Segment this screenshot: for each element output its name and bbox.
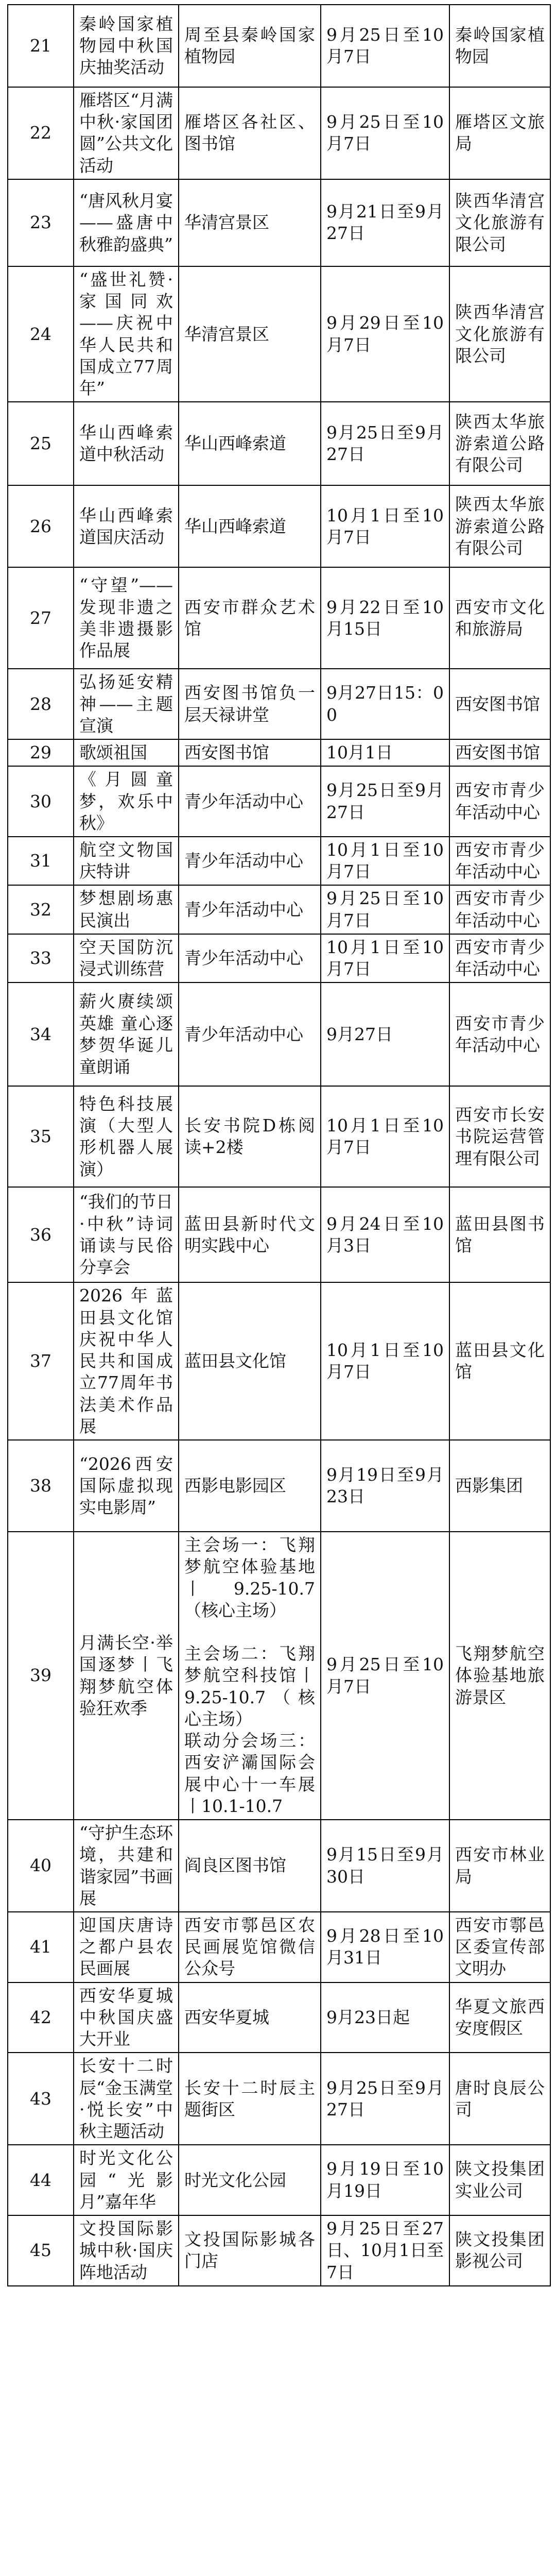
row-number-cell: 39 xyxy=(8,1532,74,1820)
organizer-cell: 蓝田县文化馆 xyxy=(449,1282,550,1440)
table-row xyxy=(8,934,550,982)
event-name-cell: 华山西峰索道国庆活动 xyxy=(74,485,179,567)
organizer-cell: 西影集团 xyxy=(449,1440,550,1532)
event-name-cell: “盛世礼赞·家国同欢——庆祝中华人民共和国成立77周年” xyxy=(74,266,179,402)
event-time-cell: 10月1日至10月7日 xyxy=(321,934,449,982)
row-number-cell: 40 xyxy=(8,1820,74,1912)
row-number-cell: 25 xyxy=(8,402,74,485)
venue-cell: 西影电影园区 xyxy=(179,1440,321,1532)
venue-cell: 青少年活动中心 xyxy=(179,982,321,1086)
event-time-cell: 10月1日至10月7日 xyxy=(321,837,449,885)
event-name-cell: “唐风秋月宴——盛唐中秋雅韵盛典” xyxy=(74,179,179,266)
table-row xyxy=(8,982,550,1086)
event-time-cell: 9月27日 xyxy=(321,982,449,1086)
row-number-cell: 34 xyxy=(8,982,74,1086)
organizer-cell: 西安市青少年活动中心 xyxy=(449,885,550,934)
event-time-cell: 9月19日至9月23日 xyxy=(321,1440,449,1532)
event-time-cell: 9月25日至27日、10月1日至7日 xyxy=(321,2215,449,2286)
row-number-cell: 32 xyxy=(8,885,74,934)
table-row xyxy=(8,2215,550,2286)
venue-cell: 青少年活动中心 xyxy=(179,934,321,982)
organizer-cell: 华夏文旅西安度假区 xyxy=(449,1982,550,2053)
organizer-cell: 陕西太华旅游索道公路有限公司 xyxy=(449,485,550,567)
event-time-cell: 10月1日 xyxy=(321,739,449,766)
venue-cell: 华山西峰索道 xyxy=(179,402,321,485)
event-name-cell: 弘扬延安精神——主题宣演 xyxy=(74,669,179,739)
event-time-cell: 10月1日至10月7日 xyxy=(321,1282,449,1440)
event-name-cell: 歌颂祖国 xyxy=(74,739,179,766)
event-schedule-table xyxy=(7,4,551,2286)
event-name-cell: 雁塔区“月满中秋·家国团圆”公共文化活动 xyxy=(74,87,179,179)
event-time-cell: 9月27日15：00 xyxy=(321,669,449,739)
organizer-cell: 陕西华清宫文化旅游有限公司 xyxy=(449,266,550,402)
organizer-cell: 西安市青少年活动中心 xyxy=(449,766,550,837)
event-name-cell: 梦想剧场惠民演出 xyxy=(74,885,179,934)
event-time-cell: 9月25日至9月27日 xyxy=(321,766,449,837)
row-number-cell: 24 xyxy=(8,266,74,402)
row-number-cell: 33 xyxy=(8,934,74,982)
event-name-cell: 时光文化公园“光影月”嘉年华 xyxy=(74,2145,179,2215)
event-name-cell: 长安十二时辰“金玉满堂·悦长安”中秋主题活动 xyxy=(74,2053,179,2145)
row-number-cell: 23 xyxy=(8,179,74,266)
venue-cell: 西安华夏城 xyxy=(179,1982,321,2053)
table-row xyxy=(8,885,550,934)
organizer-cell: 西安市鄠邑区委宣传部文明办 xyxy=(449,1912,550,1982)
event-time-cell: 10月1日至10月7日 xyxy=(321,1086,449,1187)
table-row xyxy=(8,402,550,485)
table-row xyxy=(8,266,550,402)
venue-cell: 周至县秦岭国家植物园 xyxy=(179,5,321,87)
event-time-cell: 9月25日至10月7日 xyxy=(321,885,449,934)
event-time-cell: 9月28日至10月31日 xyxy=(321,1912,449,1982)
venue-cell: 时光文化公园 xyxy=(179,2145,321,2215)
venue-cell: 主会场一：飞翔梦航空体验基地丨9.25-10.7（核心主场） 主会场二：飞翔梦航空科技馆丨9.25-10.7（核心主场） 联动分会场三：西安浐灞国际会展中心十一车展丨10.1-10.7 xyxy=(179,1532,321,1820)
row-number-cell: 31 xyxy=(8,837,74,885)
event-time-cell: 9月29日至10月7日 xyxy=(321,266,449,402)
venue-cell: 华清宫景区 xyxy=(179,179,321,266)
table-row xyxy=(8,1982,550,2053)
event-name-cell: 月满长空·举国逐梦丨飞翔梦航空体验狂欢季 xyxy=(74,1532,179,1820)
event-time-cell: 9月22日至10月15日 xyxy=(321,567,449,669)
organizer-cell: 陕西华清宫文化旅游有限公司 xyxy=(449,179,550,266)
table-row xyxy=(8,766,550,837)
row-number-cell: 37 xyxy=(8,1282,74,1440)
row-number-cell: 21 xyxy=(8,5,74,87)
venue-cell: 雁塔区各社区、图书馆 xyxy=(179,87,321,179)
venue-cell: 西安图书馆 xyxy=(179,739,321,766)
organizer-cell: 蓝田县图书馆 xyxy=(449,1187,550,1282)
venue-cell: 西安市鄠邑区农民画展览馆微信公众号 xyxy=(179,1912,321,1982)
table-row xyxy=(8,1282,550,1440)
event-time-cell: 9月15日至9月30日 xyxy=(321,1820,449,1912)
row-number-cell: 27 xyxy=(8,567,74,669)
organizer-cell: 陕文投集团实业公司 xyxy=(449,2145,550,2215)
event-name-cell: “我们的节日·中秋”诗词诵读与民俗分享会 xyxy=(74,1187,179,1282)
organizer-cell: 陕西太华旅游索道公路有限公司 xyxy=(449,402,550,485)
organizer-cell: 西安市文化和旅游局 xyxy=(449,567,550,669)
event-name-cell: “2026西安国际虚拟现实电影周” xyxy=(74,1440,179,1532)
table-body xyxy=(8,5,550,2286)
venue-cell: 文投国际影城各门店 xyxy=(179,2215,321,2286)
venue-cell: 青少年活动中心 xyxy=(179,885,321,934)
organizer-cell: 飞翔梦航空体验基地旅游景区 xyxy=(449,1532,550,1820)
event-name-cell: 《月圆童梦，欢乐中秋》 xyxy=(74,766,179,837)
table-row xyxy=(8,669,550,739)
venue-cell: 西安图书馆负一层天禄讲堂 xyxy=(179,669,321,739)
event-time-cell: 9月24日至10月3日 xyxy=(321,1187,449,1282)
row-number-cell: 22 xyxy=(8,87,74,179)
event-time-cell: 9月25日至10月7日 xyxy=(321,1532,449,1820)
row-number-cell: 30 xyxy=(8,766,74,837)
row-number-cell: 35 xyxy=(8,1086,74,1187)
table-row xyxy=(8,2145,550,2215)
row-number-cell: 28 xyxy=(8,669,74,739)
table-row xyxy=(8,837,550,885)
venue-cell: 华清宫景区 xyxy=(179,266,321,402)
row-number-cell: 38 xyxy=(8,1440,74,1532)
table-row xyxy=(8,1440,550,1532)
organizer-cell: 西安图书馆 xyxy=(449,739,550,766)
event-name-cell: “守护生态环境，共建和谐家园”书画展 xyxy=(74,1820,179,1912)
event-name-cell: 华山西峰索道中秋活动 xyxy=(74,402,179,485)
venue-cell: 长安书院D栋阅读+2楼 xyxy=(179,1086,321,1187)
organizer-cell: 西安市青少年活动中心 xyxy=(449,934,550,982)
organizer-cell: 西安图书馆 xyxy=(449,669,550,739)
event-name-cell: 薪火赓续颂英雄 童心逐梦贺华诞儿童朗诵 xyxy=(74,982,179,1086)
table-row xyxy=(8,1187,550,1282)
venue-cell: 蓝田县新时代文明实践中心 xyxy=(179,1187,321,1282)
table-row xyxy=(8,179,550,266)
venue-cell: 西安市群众艺术馆 xyxy=(179,567,321,669)
row-number-cell: 36 xyxy=(8,1187,74,1282)
table-row xyxy=(8,739,550,766)
row-number-cell: 29 xyxy=(8,739,74,766)
organizer-cell: 西安市青少年活动中心 xyxy=(449,982,550,1086)
venue-cell: 青少年活动中心 xyxy=(179,837,321,885)
organizer-cell: 秦岭国家植物园 xyxy=(449,5,550,87)
event-name-cell: “守望”——发现非遗之美非遗摄影作品展 xyxy=(74,567,179,669)
table-row xyxy=(8,87,550,179)
row-number-cell: 44 xyxy=(8,2145,74,2215)
event-name-cell: 西安华夏城中秋国庆盛大开业 xyxy=(74,1982,179,2053)
event-time-cell: 9月25日至9月27日 xyxy=(321,2053,449,2145)
organizer-cell: 雁塔区文旅局 xyxy=(449,87,550,179)
event-name-cell: 航空文物国庆特讲 xyxy=(74,837,179,885)
organizer-cell: 陕文投集团影视公司 xyxy=(449,2215,550,2286)
table-row xyxy=(8,2053,550,2145)
table-row xyxy=(8,485,550,567)
event-time-cell: 10月1日至10月7日 xyxy=(321,485,449,567)
venue-cell: 蓝田县文化馆 xyxy=(179,1282,321,1440)
table-row xyxy=(8,5,550,87)
row-number-cell: 45 xyxy=(8,2215,74,2286)
organizer-cell: 唐时良辰公司 xyxy=(449,2053,550,2145)
row-number-cell: 42 xyxy=(8,1982,74,2053)
event-time-cell: 9月25日至10月7日 xyxy=(321,87,449,179)
event-name-cell: 特色科技展演（大型人形机器人展演） xyxy=(74,1086,179,1187)
event-name-cell: 文投国际影城中秋·国庆阵地活动 xyxy=(74,2215,179,2286)
venue-cell: 阎良区图书馆 xyxy=(179,1820,321,1912)
row-number-cell: 41 xyxy=(8,1912,74,1982)
venue-cell: 长安十二时辰主题街区 xyxy=(179,2053,321,2145)
table-row xyxy=(8,1912,550,1982)
event-name-cell: 空天国防沉浸式训练营 xyxy=(74,934,179,982)
table-row xyxy=(8,1820,550,1912)
event-time-cell: 9月19日至10月19日 xyxy=(321,2145,449,2215)
row-number-cell: 43 xyxy=(8,2053,74,2145)
table-row xyxy=(8,1086,550,1187)
table-row xyxy=(8,1532,550,1820)
event-name-cell: 迎国庆唐诗之都户县农民画展 xyxy=(74,1912,179,1982)
table-row xyxy=(8,567,550,669)
event-time-cell: 9月25日至10月7日 xyxy=(321,5,449,87)
venue-cell: 华山西峰索道 xyxy=(179,485,321,567)
event-time-cell: 9月25日至9月27日 xyxy=(321,402,449,485)
organizer-cell: 西安市林业局 xyxy=(449,1820,550,1912)
event-name-cell: 秦岭国家植物园中秋国庆抽奖活动 xyxy=(74,5,179,87)
organizer-cell: 西安市青少年活动中心 xyxy=(449,837,550,885)
event-time-cell: 9月23日起 xyxy=(321,1982,449,2053)
venue-cell: 青少年活动中心 xyxy=(179,766,321,837)
row-number-cell: 26 xyxy=(8,485,74,567)
event-name-cell: 2026年蓝田县文化馆庆祝中华人民共和国成立77周年书法美术作品展 xyxy=(74,1282,179,1440)
organizer-cell: 西安市长安书院运营管理有限公司 xyxy=(449,1086,550,1187)
event-time-cell: 9月21日至9月27日 xyxy=(321,179,449,266)
